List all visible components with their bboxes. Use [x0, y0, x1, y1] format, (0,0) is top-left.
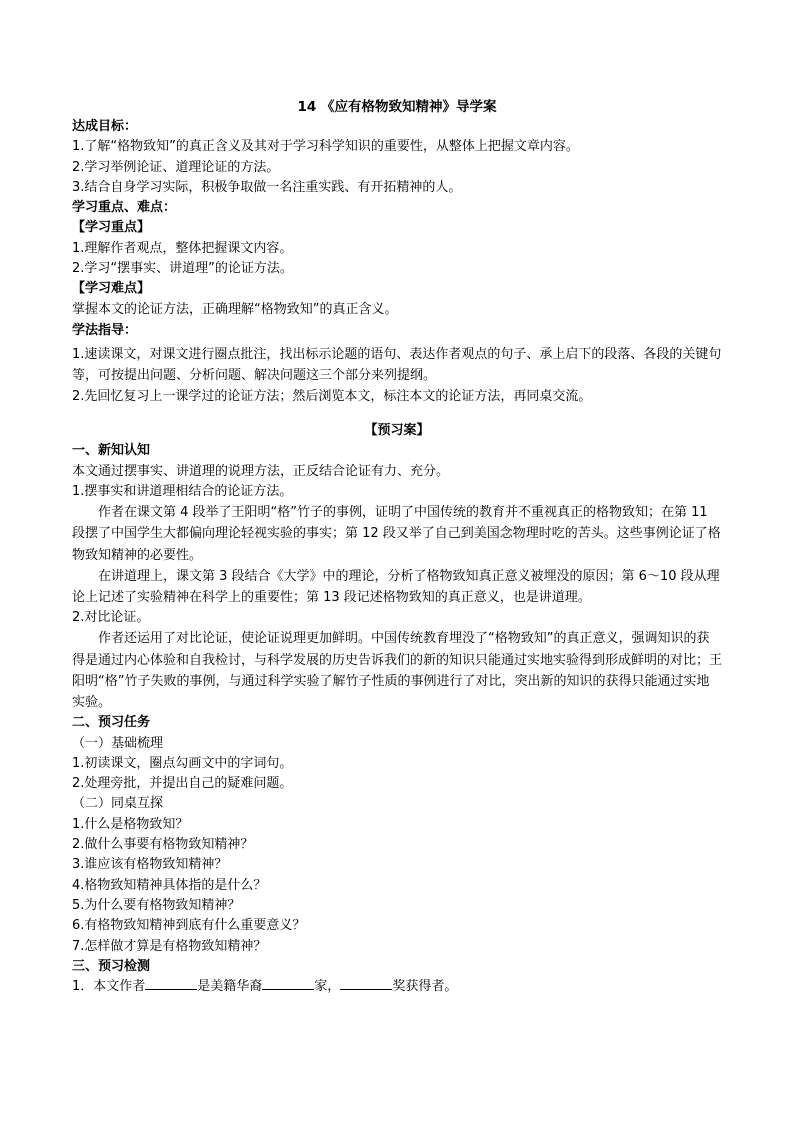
question-item: 3.谁应该有格物致知精神？ — [72, 857, 228, 873]
difficulty-text: 掌握本文的论证方法，正确理解“格物致知”的真正含义。 — [72, 301, 398, 317]
question-item: 4.格物致知精神具体指的是什么？ — [72, 877, 267, 893]
goal-item: 2.学习举例论证、道理论证的方法。 — [72, 159, 280, 175]
question-item: 5.为什么要有格物致知精神？ — [72, 897, 241, 913]
method-paragraph: 2.先回忆复习上一课学过的论证方法；然后浏览本文，标注本文的论证方法，再同桌交流。 — [72, 388, 592, 404]
page-title: 14 《应有格物致知精神》导学案 — [297, 99, 497, 115]
question-item: 7.怎样做才算是有格物致知精神？ — [72, 938, 267, 954]
question-item: 2.做什么事要有格物致知精神？ — [72, 837, 254, 853]
section-heading: 三、预习检测 — [72, 958, 151, 974]
answer-blank[interactable] — [145, 977, 197, 990]
goal-item: 1.了解“格物致知”的真正含义及其对于学习科学知识的重要性，从整体上把握文章内容。 — [72, 139, 579, 155]
body-paragraph: 作者还运用了对比论证，使论证说理更加鲜明。中国传统教育埋没了“格物致知”的真正意义，强调知识的获得是通过内心体验和自我检讨，与科学发展的历史告诉我们的新的知识只能通过实地实验得到形成鲜明的对比；王阳明“格”竹子失败的事例，与通过科学实验了解竹子性质的事例进行了对比，突出新的知识的获得只能通过实地实验。 — [72, 631, 723, 711]
method-heading: 学法指导： — [72, 322, 138, 338]
document-page — [72, 97, 722, 997]
part-heading: （二）同桌互探 — [72, 796, 164, 812]
part-heading: （一）基础梳理 — [72, 735, 164, 751]
difficulty-heading: 【学习难点】 — [72, 281, 151, 297]
subsection-heading: 1.摆事实和讲道理相结合的论证方法。 — [72, 483, 293, 499]
question-text: 是美籍华裔 — [197, 979, 263, 995]
section-heading: 二、预习任务 — [72, 715, 151, 731]
focus-heading: 学习重点、难点： — [72, 200, 177, 216]
question-item: 1.什么是格物致知？ — [72, 816, 189, 832]
method-paragraph: 1.速读课文，对课文进行圈点批注，找出标示论题的语句、表达作者观点的句子、承上启下的段落、各段的关键句等，可按提出问题、分析问题、解决问题这三个部分来列提纲。 — [72, 347, 722, 384]
answer-blank[interactable] — [340, 977, 392, 990]
list-item: 1.初读课文，圈点勾画文中的字词句。 — [72, 755, 293, 771]
question-text: 奖获得者。 — [392, 979, 458, 995]
subsection-heading: 2.对比论证。 — [72, 610, 150, 626]
question-text: 家， — [314, 979, 341, 995]
body-paragraph: 在讲道理上，课文第 3 段结合《大学》中的理论，分析了格物致知真正意义被埋没的原因；第 6～10 段从理论上记述了实验精神在科学上的重要性；第 13 段记述格物致知的真正意义，也是讲道理。 — [72, 568, 720, 605]
fill-in-question — [72, 977, 722, 997]
key-point-item: 2.学习“摆事实、讲道理”的论证方法。 — [72, 261, 293, 277]
list-item: 2.处理旁批，并提出自己的疑难问题。 — [72, 776, 293, 792]
goal-item: 3.结合自身学习实际，积极争取做一名注重实践、有开拓精神的人。 — [72, 179, 462, 195]
question-text: 1．本文作者 — [72, 979, 146, 995]
goals-heading: 达成目标： — [72, 119, 138, 134]
key-points-heading: 【学习重点】 — [72, 220, 151, 236]
section-heading: 一、新知认知 — [72, 443, 151, 459]
preview-heading: 【预习案】 — [364, 422, 430, 438]
section-intro: 本文通过摆事实、讲道理的说理方法，正反结合论证有力、充分。 — [72, 463, 450, 479]
question-item: 6.有格物致知精神到底有什么重要意义？ — [72, 918, 306, 934]
key-point-item: 1.理解作者观点，整体把握课文内容。 — [72, 240, 293, 256]
body-paragraph: 作者在课文第 4 段举了王阳明“格”竹子的事例，证明了中国传统的教育并不重视真正的格物致知；在第 11 段摆了中国学生大都偏向理论轻视实验的事实；第 12 段又举了自己到美国念物理时吃的苦头。这些事例论证了格物致知精神的必要性。 — [72, 505, 721, 563]
answer-blank[interactable] — [262, 977, 314, 990]
